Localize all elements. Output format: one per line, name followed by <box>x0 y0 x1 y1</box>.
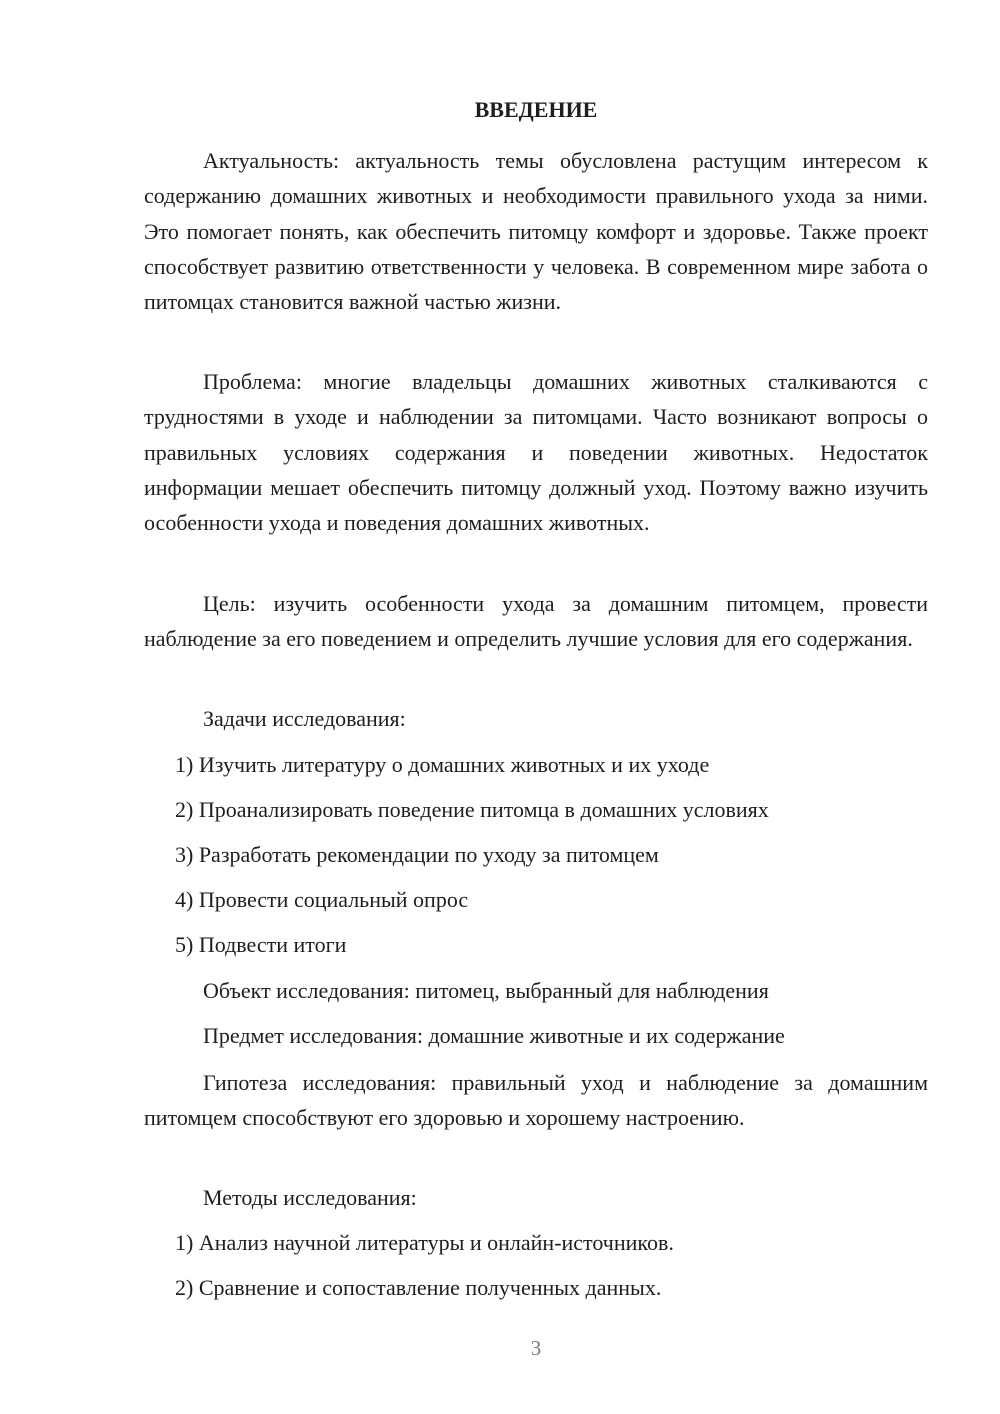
task-item: 4) Провести социальный опрос <box>175 887 469 912</box>
hypothesis-paragraph: Гипотеза исследования: правильный уход и наблюдение за домашним питомцем способствуют его здоровью и хорошему настроению. <box>144 1070 928 1131</box>
method-item: 1) Анализ научной литературы и онлайн-источников. <box>175 1230 674 1255</box>
method-item: 2) Сравнение и сопоставление полученных данных. <box>175 1275 662 1300</box>
page-title: ВВЕДЕНИЕ <box>474 97 598 122</box>
task-item: 2) Проанализировать поведение питомца в домашних условиях <box>175 797 769 822</box>
task-item: 1) Изучить литературу о домашних животных и их уходе <box>175 752 710 777</box>
task-item: 5) Подвести итоги <box>175 932 347 957</box>
relevance-paragraph: Актуальность: актуальность темы обусловлена растущим интересом к содержанию домашних животных и необходимости правильного ухода за ними. Это помогает понять, как обеспечить питомцу комфорт и здоровье. Также проект способствует развитию ответственности у человека. В современном мире забота о питомцах становится важной частью жизни. <box>144 148 928 315</box>
page-number: 3 <box>530 1336 542 1360</box>
task-item: 3) Разработать рекомендации по уходу за питомцем <box>175 842 659 867</box>
problem-paragraph: Проблема: многие владельцы домашних животных сталкиваются с трудностями в уходе и наблюдении за питомцами. Часто возникают вопросы о правильных условиях содержания и поведении животных. Недостаток информации мешает обеспечить питомцу должный уход. Поэтому важно изучить особенности ухода и поведения домашних животных. <box>144 369 928 536</box>
subject-line: Предмет исследования: домашние животные и их содержание <box>203 1023 785 1048</box>
tasks-heading: Задачи исследования: <box>203 706 406 731</box>
object-line: Объект исследования: питомец, выбранный для наблюдения <box>203 978 769 1003</box>
goal-paragraph: Цель: изучить особенности ухода за домашним питомцем, провести наблюдение за его поведением и определить лучшие условия для его содержания. <box>144 591 928 652</box>
methods-heading: Методы исследования: <box>203 1185 417 1210</box>
